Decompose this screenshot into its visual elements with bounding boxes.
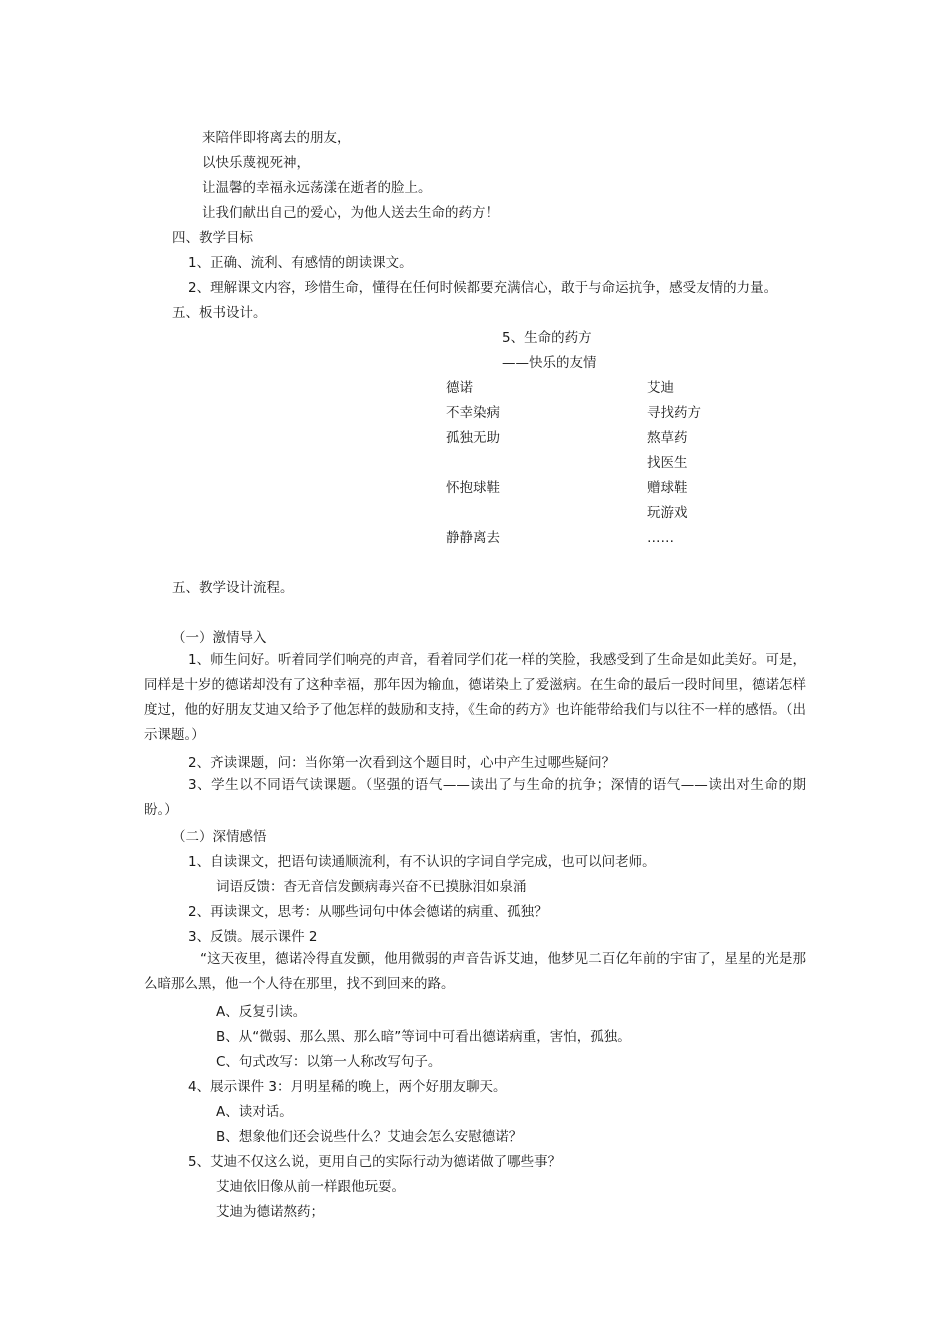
part2-step-5: 5、艾迪不仅这么说，更用自己的实际行动为德诺做了哪些事？	[188, 1154, 562, 1170]
board-left-item: 静静离去	[446, 530, 500, 546]
board-left-item: 怀抱球鞋	[446, 480, 500, 496]
board-left-item: 不幸染病	[446, 405, 500, 421]
part2-step-3b: B、从“微弱、那么黑、那么暗”等词中可看出德诺病重，害怕，孤独。	[216, 1029, 631, 1045]
part2-step-1: 1、自读课文，把语句读通顺流利，有不认识的字词自学完成，也可以问老师。	[188, 854, 656, 870]
part2-step-4a: A、读对话。	[216, 1104, 293, 1120]
poem-line-4: 让我们献出自己的爱心，为他人送去生命的药方！	[202, 205, 499, 221]
board-right-item: 找医生	[647, 455, 688, 471]
board-right-item: 玩游戏	[647, 505, 688, 521]
part2-step-1-words: 词语反馈：杳无音信发颤病毒兴奋不已摸脉泪如泉涌	[216, 879, 527, 895]
part2-step-4b: B、想象他们还会说些什么？艾迪会怎么安慰德诺？	[216, 1129, 523, 1145]
part1-heading: （一）激情导入	[172, 630, 267, 646]
part2-step-4: 4、展示课件 3：月明星稀的晚上，两个好朋友聊天。	[188, 1079, 507, 1095]
board-left-item: 孤独无助	[446, 430, 500, 446]
goals-heading: 四、教学目标	[172, 230, 253, 246]
part2-quote: “这天夜里，德诺冷得直发颤，他用微弱的声音告诉艾迪，他梦见二百亿年前的宇宙了，星星的光是那么暗那么黑，他一个人待在那里，找不到回来的路。	[144, 951, 806, 992]
board-subtitle: ——快乐的友情	[502, 355, 597, 371]
part2-step-3c: C、句式改写：以第一人称改写句子。	[216, 1054, 442, 1070]
board-left-item: 德诺	[446, 380, 473, 396]
board-right-item: 熬草药	[647, 430, 688, 446]
part2-step-5a: 艾迪依旧像从前一样跟他玩耍。	[216, 1179, 405, 1195]
part2-heading: （二）深情感悟	[172, 829, 267, 845]
goal-2: 2、理解课文内容，珍惜生命，懂得在任何时候都要充满信心，敢于与命运抗争，感受友情的力量。	[188, 280, 778, 296]
part1-paragraph-2: 2、齐读课题，问：当你第一次看到这个题目时，心中产生过哪些疑问？	[188, 755, 616, 771]
part2-step-2: 2、再读课文，思考：从哪些词句中体会德诺的病重、孤独？	[188, 904, 548, 920]
poem-line-3: 让温馨的幸福永远荡漾在逝者的脸上。	[202, 180, 432, 196]
board-heading: 五、板书设计。	[172, 305, 267, 321]
board-right-item: 赠球鞋	[647, 480, 688, 496]
part2-step-5b: 艾迪为德诺熬药；	[216, 1204, 324, 1220]
poem-line-1: 来陪伴即将离去的朋友，	[202, 130, 351, 146]
board-title: 5、生命的药方	[502, 330, 592, 346]
poem-line-2: 以快乐蔑视死神，	[202, 155, 310, 171]
flow-heading: 五、教学设计流程。	[172, 580, 294, 596]
board-right-item: 寻找药方	[647, 405, 701, 421]
part1-paragraph-3: 3、学生以不同语气读课题。（坚强的语气——读出了与生命的抗争；深情的语气——读出对生命的期盼。）	[144, 777, 806, 818]
part1-paragraph-1: 1、师生问好。听着同学们响亮的声音，看着同学们花一样的笑脸，我感受到了生命是如此美好。可是，同样是十岁的德诺却没有了这种幸福，那年因为输血，德诺染上了爱滋病。在生命的最后一段时间里，德诺怎样度过，他的好朋友艾迪又给予了他怎样的鼓励和支持，《生命的药方》也许能带给我们与以往不一样的感悟。（出示课题。）	[144, 652, 806, 743]
board-right-item: ……	[647, 530, 674, 546]
part2-step-3a: A、反复引读。	[216, 1004, 307, 1020]
part2-step-3: 3、反馈。展示课件 2	[188, 929, 318, 945]
goal-1: 1、正确、流利、有感情的朗读课文。	[188, 255, 413, 271]
board-right-item: 艾迪	[647, 380, 674, 396]
